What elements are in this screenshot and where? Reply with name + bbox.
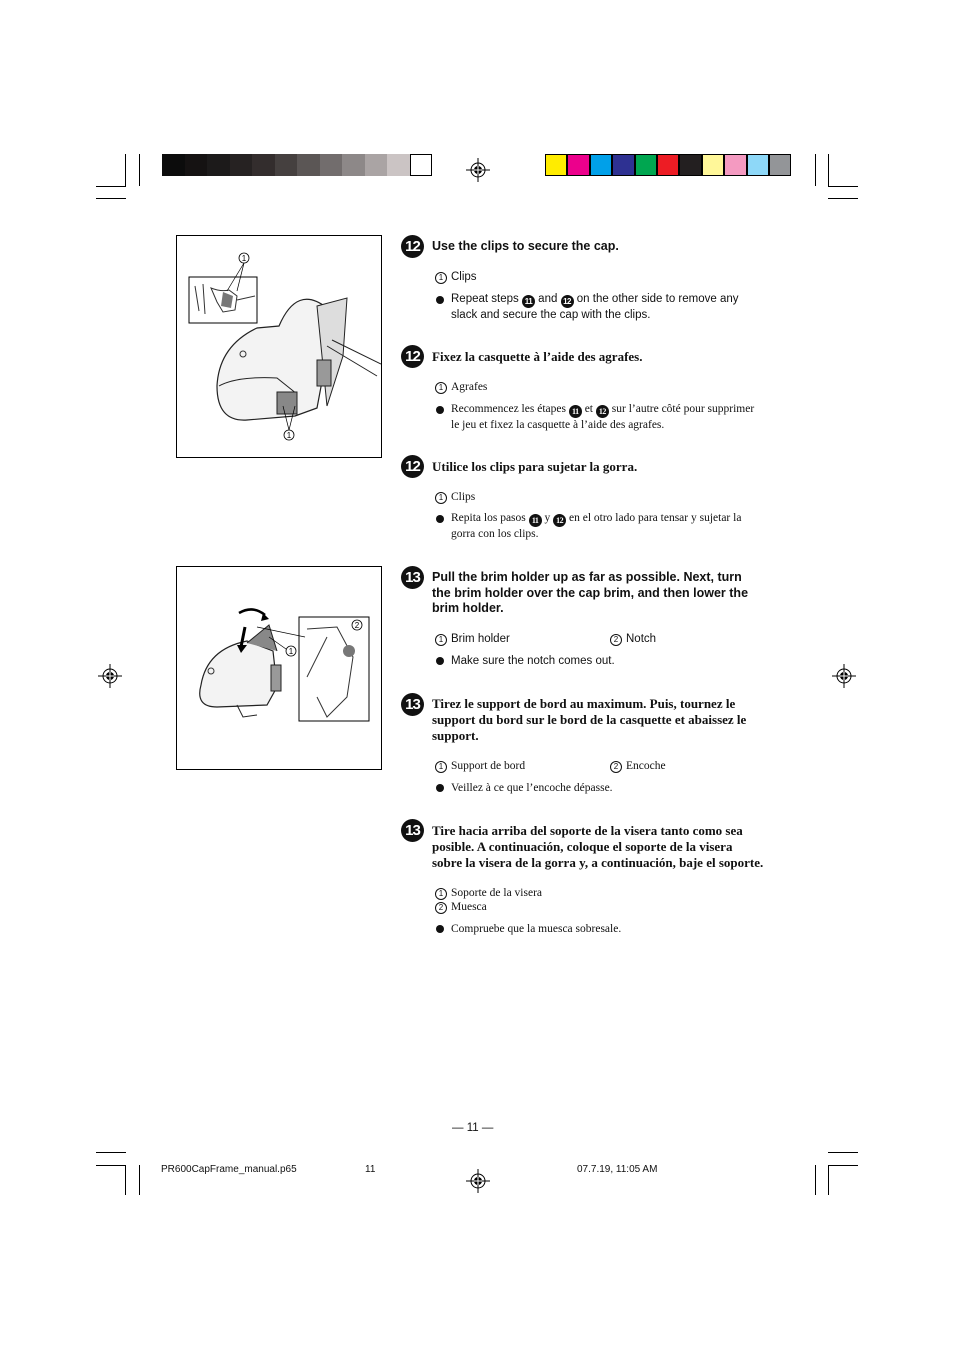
step-number-badge: 12	[401, 345, 424, 368]
part-label-text: Brim holder	[451, 633, 510, 645]
registration-mark-icon	[466, 158, 490, 182]
color-swatch	[612, 154, 634, 176]
step-ref-badge: 11	[522, 295, 535, 308]
callout-label: 1	[286, 431, 292, 440]
crop-mark	[96, 186, 126, 187]
crop-mark	[125, 154, 126, 186]
gray-swatch	[365, 154, 388, 176]
registration-mark-icon	[466, 1169, 490, 1193]
step-note	[451, 402, 791, 433]
part-label-text: Soporte de la visera	[451, 887, 543, 899]
cap-clips-illustration	[177, 236, 381, 457]
color-swatch	[567, 154, 589, 176]
heading-line: Pull the brim holder up as far as possible. Next, turn	[432, 570, 742, 584]
heading-line: posible. A continuación, coloque el soporte de la visera	[432, 839, 733, 854]
registration-mark-icon	[832, 664, 856, 688]
step-number-badge: 13	[401, 693, 424, 716]
gray-swatch	[185, 154, 208, 176]
part-label	[435, 886, 542, 901]
gray-swatch	[252, 154, 275, 176]
callout-label: 2	[354, 621, 360, 630]
crop-mark	[828, 1165, 829, 1195]
crop-mark	[828, 198, 858, 199]
callout-label: 1	[288, 647, 294, 656]
color-swatch	[702, 154, 724, 176]
part-label-text: Muesca	[451, 901, 487, 913]
gray-swatch	[342, 154, 365, 176]
heading-line: Tirez le support de bord au maximum. Puis, tournez le	[432, 696, 736, 711]
color-swatch	[590, 154, 612, 176]
color-swatch	[545, 154, 567, 176]
crop-mark	[815, 154, 816, 186]
step-number-badge: 12	[401, 455, 424, 478]
callout-label: 1	[241, 254, 247, 263]
callout-number: 1	[435, 492, 447, 504]
crop-mark	[828, 1165, 858, 1166]
gray-swatch	[297, 154, 320, 176]
bullet-icon	[436, 925, 444, 933]
crop-mark	[125, 1165, 126, 1195]
crop-mark	[828, 186, 858, 187]
heading-line: Tire hacia arriba del soporte de la visera tanto como sea	[432, 823, 743, 838]
bullet-icon	[436, 515, 444, 523]
brim-holder-illustration	[177, 567, 381, 769]
crop-mark	[828, 1152, 858, 1153]
callout-number: 2	[610, 634, 622, 646]
part-label	[435, 270, 477, 285]
gray-swatch	[387, 154, 410, 176]
step-heading: Use the clips to secure the cap.	[432, 239, 619, 253]
crop-mark	[96, 198, 126, 199]
color-swatch	[747, 154, 769, 176]
heading-line: support.	[432, 728, 479, 743]
callout-number: 2	[610, 761, 622, 773]
step-number-badge: 13	[401, 566, 424, 589]
step-note: Make sure the notch comes out.	[451, 655, 615, 667]
heading-line: brim holder.	[432, 601, 504, 615]
color-swatch	[724, 154, 746, 176]
footer-filename: PR600CapFrame_manual.p65	[161, 1164, 297, 1175]
gray-swatch	[275, 154, 298, 176]
page-number: — 11 —	[452, 1122, 494, 1134]
note-text: and	[538, 293, 558, 305]
note-text: Repeat steps	[451, 293, 519, 305]
crop-mark	[96, 1165, 126, 1166]
step-number-badge: 13	[401, 819, 424, 842]
part-label	[435, 380, 487, 395]
step-heading: Fixez la casquette à l’aide des agrafes.	[432, 349, 643, 364]
bullet-icon	[436, 296, 444, 304]
note-text: en el otro lado para tensar y sujetar la	[569, 512, 742, 524]
step-heading	[432, 823, 802, 871]
heading-line: sobre la visera de la gorra y, a continuación, baje el soporte.	[432, 855, 764, 870]
crop-mark	[828, 154, 829, 186]
part-label	[435, 900, 487, 915]
part-label	[435, 490, 475, 505]
note-text: gorra con los clips.	[451, 528, 539, 540]
footer-timestamp: 07.7.19, 11:05 AM	[577, 1164, 658, 1175]
figure-clips	[176, 235, 382, 458]
note-text: Repita los pasos	[451, 512, 526, 524]
part-label	[610, 632, 656, 647]
part-label	[435, 759, 525, 774]
color-swatch	[657, 154, 679, 176]
crop-mark	[96, 1152, 126, 1153]
callout-number: 1	[435, 382, 447, 394]
gray-swatch	[230, 154, 253, 176]
part-label	[435, 632, 510, 647]
gray-swatch	[320, 154, 343, 176]
crop-mark	[139, 154, 140, 186]
part-label-text: Support de bord	[451, 760, 526, 772]
part-label-text: Encoche	[626, 760, 666, 772]
note-text: Recommencez les étapes	[451, 403, 566, 415]
step-heading	[432, 696, 792, 744]
bullet-icon	[436, 657, 444, 665]
step-heading	[432, 570, 792, 617]
step-ref-badge: 12	[561, 295, 574, 308]
note-text: on the other side to remove any	[576, 293, 739, 305]
callout-number: 1	[435, 272, 447, 284]
color-swatch	[769, 154, 791, 176]
callout-number: 1	[435, 888, 447, 900]
bullet-icon	[436, 784, 444, 792]
note-text: slack and secure the cap with the clips.	[451, 309, 651, 321]
part-label	[610, 759, 666, 774]
footer-page: 11	[365, 1164, 376, 1175]
gray-swatch	[410, 154, 433, 176]
step-note: Compruebe que la muesca sobresale.	[451, 923, 622, 935]
step-note	[451, 292, 781, 323]
gray-swatch	[207, 154, 230, 176]
step-heading: Utilice los clips para sujetar la gorra.	[432, 459, 638, 474]
step-note: Veillez à ce que l’encoche dépasse.	[451, 782, 613, 794]
registration-mark-icon	[98, 664, 122, 688]
note-text: le jeu et fixez la casquette à l’aide des agrafes.	[451, 419, 665, 431]
callout-number: 2	[435, 902, 447, 914]
gray-swatch	[162, 154, 185, 176]
note-text: et	[584, 403, 594, 415]
color-swatch	[679, 154, 701, 176]
color-swatch	[635, 154, 657, 176]
part-label-text: Notch	[626, 633, 657, 645]
part-label-text: Clips	[451, 271, 477, 283]
step-ref-badge: 11	[569, 405, 582, 418]
step-number-badge: 12	[401, 235, 424, 258]
part-label-text: Agrafes	[451, 381, 488, 393]
heading-line: the brim holder over the cap brim, and then lower the	[432, 585, 749, 600]
step-ref-badge: 12	[553, 514, 566, 527]
callout-number: 1	[435, 761, 447, 773]
crop-mark	[815, 1165, 816, 1195]
note-text: sur l’autre côté pour supprimer	[611, 403, 755, 415]
note-text: y	[544, 512, 551, 524]
crop-mark	[139, 1165, 140, 1195]
callout-number: 1	[435, 634, 447, 646]
step-ref-badge: 12	[596, 405, 609, 418]
step-note	[451, 511, 791, 542]
step-ref-badge: 11	[529, 514, 542, 527]
part-label-text: Clips	[451, 491, 476, 503]
bullet-icon	[436, 406, 444, 414]
heading-line: support du bord sur le bord de la casquette et abaissez le	[432, 712, 747, 727]
figure-brim-holder	[176, 566, 382, 770]
